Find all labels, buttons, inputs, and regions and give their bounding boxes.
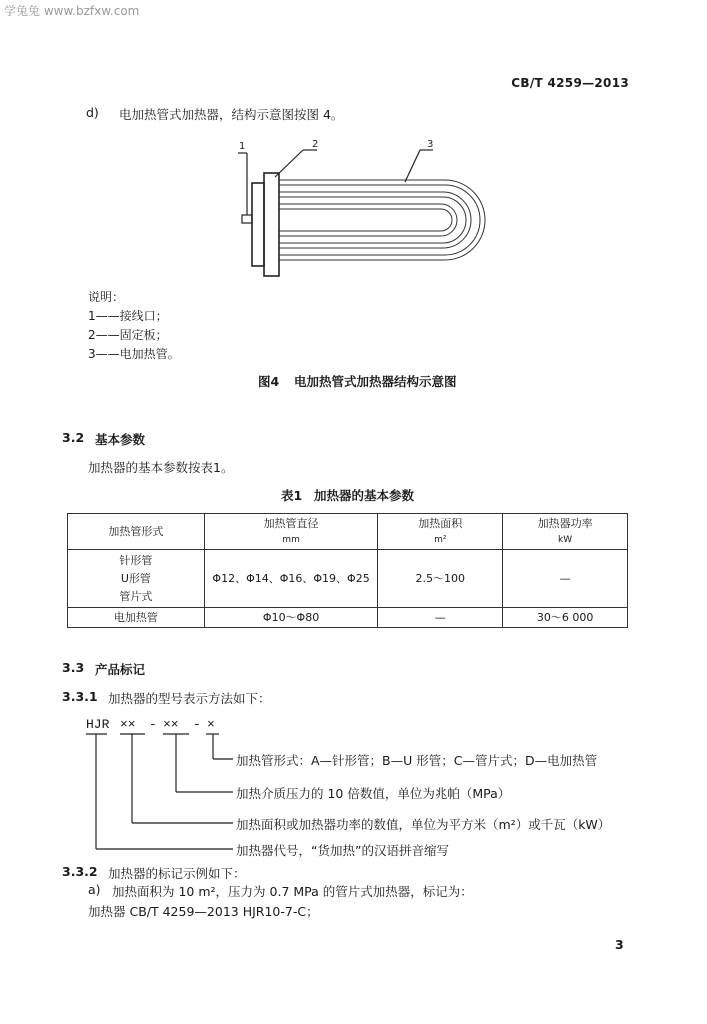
model-code-brackets [85, 733, 235, 855]
table-row [68, 608, 628, 628]
model-desc-pressure: 加热介质压力的 10 倍数值，单位为兆帕（MPa） [236, 786, 511, 801]
cell-diameter: Φ12、Φ14、Φ16、Φ19、Φ25 [204, 550, 378, 608]
sec-3-2-title: 基本参数 [95, 432, 146, 447]
legend-title: 说明： [88, 290, 125, 304]
params-table [67, 513, 628, 628]
standard-code: CB/T 4259—2013 [511, 76, 629, 90]
model-dash-1: - [149, 717, 157, 732]
figure4-diagram [225, 135, 495, 285]
header-area [378, 514, 503, 550]
legend-item-2: 2——固定板； [88, 328, 168, 342]
table1-caption-text: 加热器的基本参数 [314, 488, 415, 503]
item-d-text: 电加热管式加热器，结构示意图按图 4。 [119, 107, 344, 122]
cell-power: — [503, 550, 628, 608]
legend-item-1: 1——接线口； [88, 309, 168, 323]
junction-outlet [242, 215, 252, 223]
header-diameter [204, 514, 378, 550]
header-power-label: 加热器功率 [537, 516, 593, 530]
table-header-row [68, 514, 628, 550]
model-dash-2: - [193, 717, 201, 732]
header-diameter-label: 加热管直径 [263, 516, 319, 530]
table1-caption-num: 表1 [281, 488, 303, 503]
sec-3-3-2-num: 3.3.2 [62, 864, 98, 879]
header-tube-type-label: 加热管形式 [108, 524, 164, 538]
fixing-plate [264, 173, 279, 276]
model-field-1: ×× [120, 717, 136, 732]
page-number: 3 [615, 937, 624, 952]
electric-heating-tubes [279, 180, 485, 260]
sec-3-2-num: 3.2 [62, 430, 85, 445]
callout-1: 1 [239, 141, 246, 152]
header-area-unit: m² [434, 534, 447, 545]
cell-area: 2.5～100 [378, 550, 503, 608]
cell-tube-types [68, 550, 205, 608]
model-field-3: × [207, 717, 215, 732]
model-desc-tube-type: 加热管形式：A—针形管；B—U 形管；C—管片式；D—电加热管 [236, 753, 598, 768]
tube-type-needle: 针形管 [119, 553, 153, 567]
model-desc-code: 加热器代号，“货加热”的汉语拼音缩写 [236, 843, 449, 858]
model-prefix: HJR [86, 717, 110, 732]
example-a-mark: 加热器 CB/T 4259—2013 HJR10-7-C； [88, 904, 319, 919]
sec-3-3-2-text: 加热器的标记示例如下： [108, 866, 246, 881]
sec-3-3-1-text: 加热器的型号表示方法如下： [108, 691, 271, 706]
figure4-caption-text: 电加热管式加热器结构示意图 [294, 374, 457, 389]
header-tube-type [68, 514, 205, 550]
table-row [68, 550, 628, 608]
example-a-marker: a) [88, 882, 101, 897]
callout-3: 3 [427, 139, 434, 150]
model-field-2: ×× [163, 717, 179, 732]
sec-3-3-title: 产品标记 [95, 662, 146, 677]
header-power-unit: kW [558, 534, 573, 545]
cell-tube-type: 电加热管 [68, 608, 205, 628]
watermark: 学兔兔 www.bzfxw.com [4, 4, 140, 18]
model-desc-area-power: 加热面积或加热器功率的数值，单位为平方米（m²）或千瓦（kW） [236, 817, 611, 832]
tube-type-u: U形管 [120, 571, 151, 585]
sec-3-3-1-num: 3.3.1 [62, 689, 98, 704]
sec-3-3-num: 3.3 [62, 660, 85, 675]
header-power [503, 514, 628, 550]
cell-diameter: Φ10～Φ80 [204, 608, 378, 628]
cell-area: — [378, 608, 503, 628]
sec-3-2-intro: 加热器的基本参数按表1。 [88, 460, 234, 475]
header-area-label: 加热面积 [418, 516, 463, 530]
cell-power: 30～6 000 [503, 608, 628, 628]
item-d-marker: d) [86, 105, 99, 120]
figure4-caption-num: 图4 [258, 374, 280, 389]
tube-type-fin: 管片式 [119, 589, 153, 603]
housing [252, 183, 264, 266]
legend-item-3: 3——电加热管。 [88, 347, 180, 361]
callout-2: 2 [312, 139, 319, 150]
header-diameter-unit: mm [282, 534, 300, 545]
example-a-text: 加热面积为 10 m²，压力为 0.7 MPa 的管片式加热器，标记为： [112, 884, 473, 899]
